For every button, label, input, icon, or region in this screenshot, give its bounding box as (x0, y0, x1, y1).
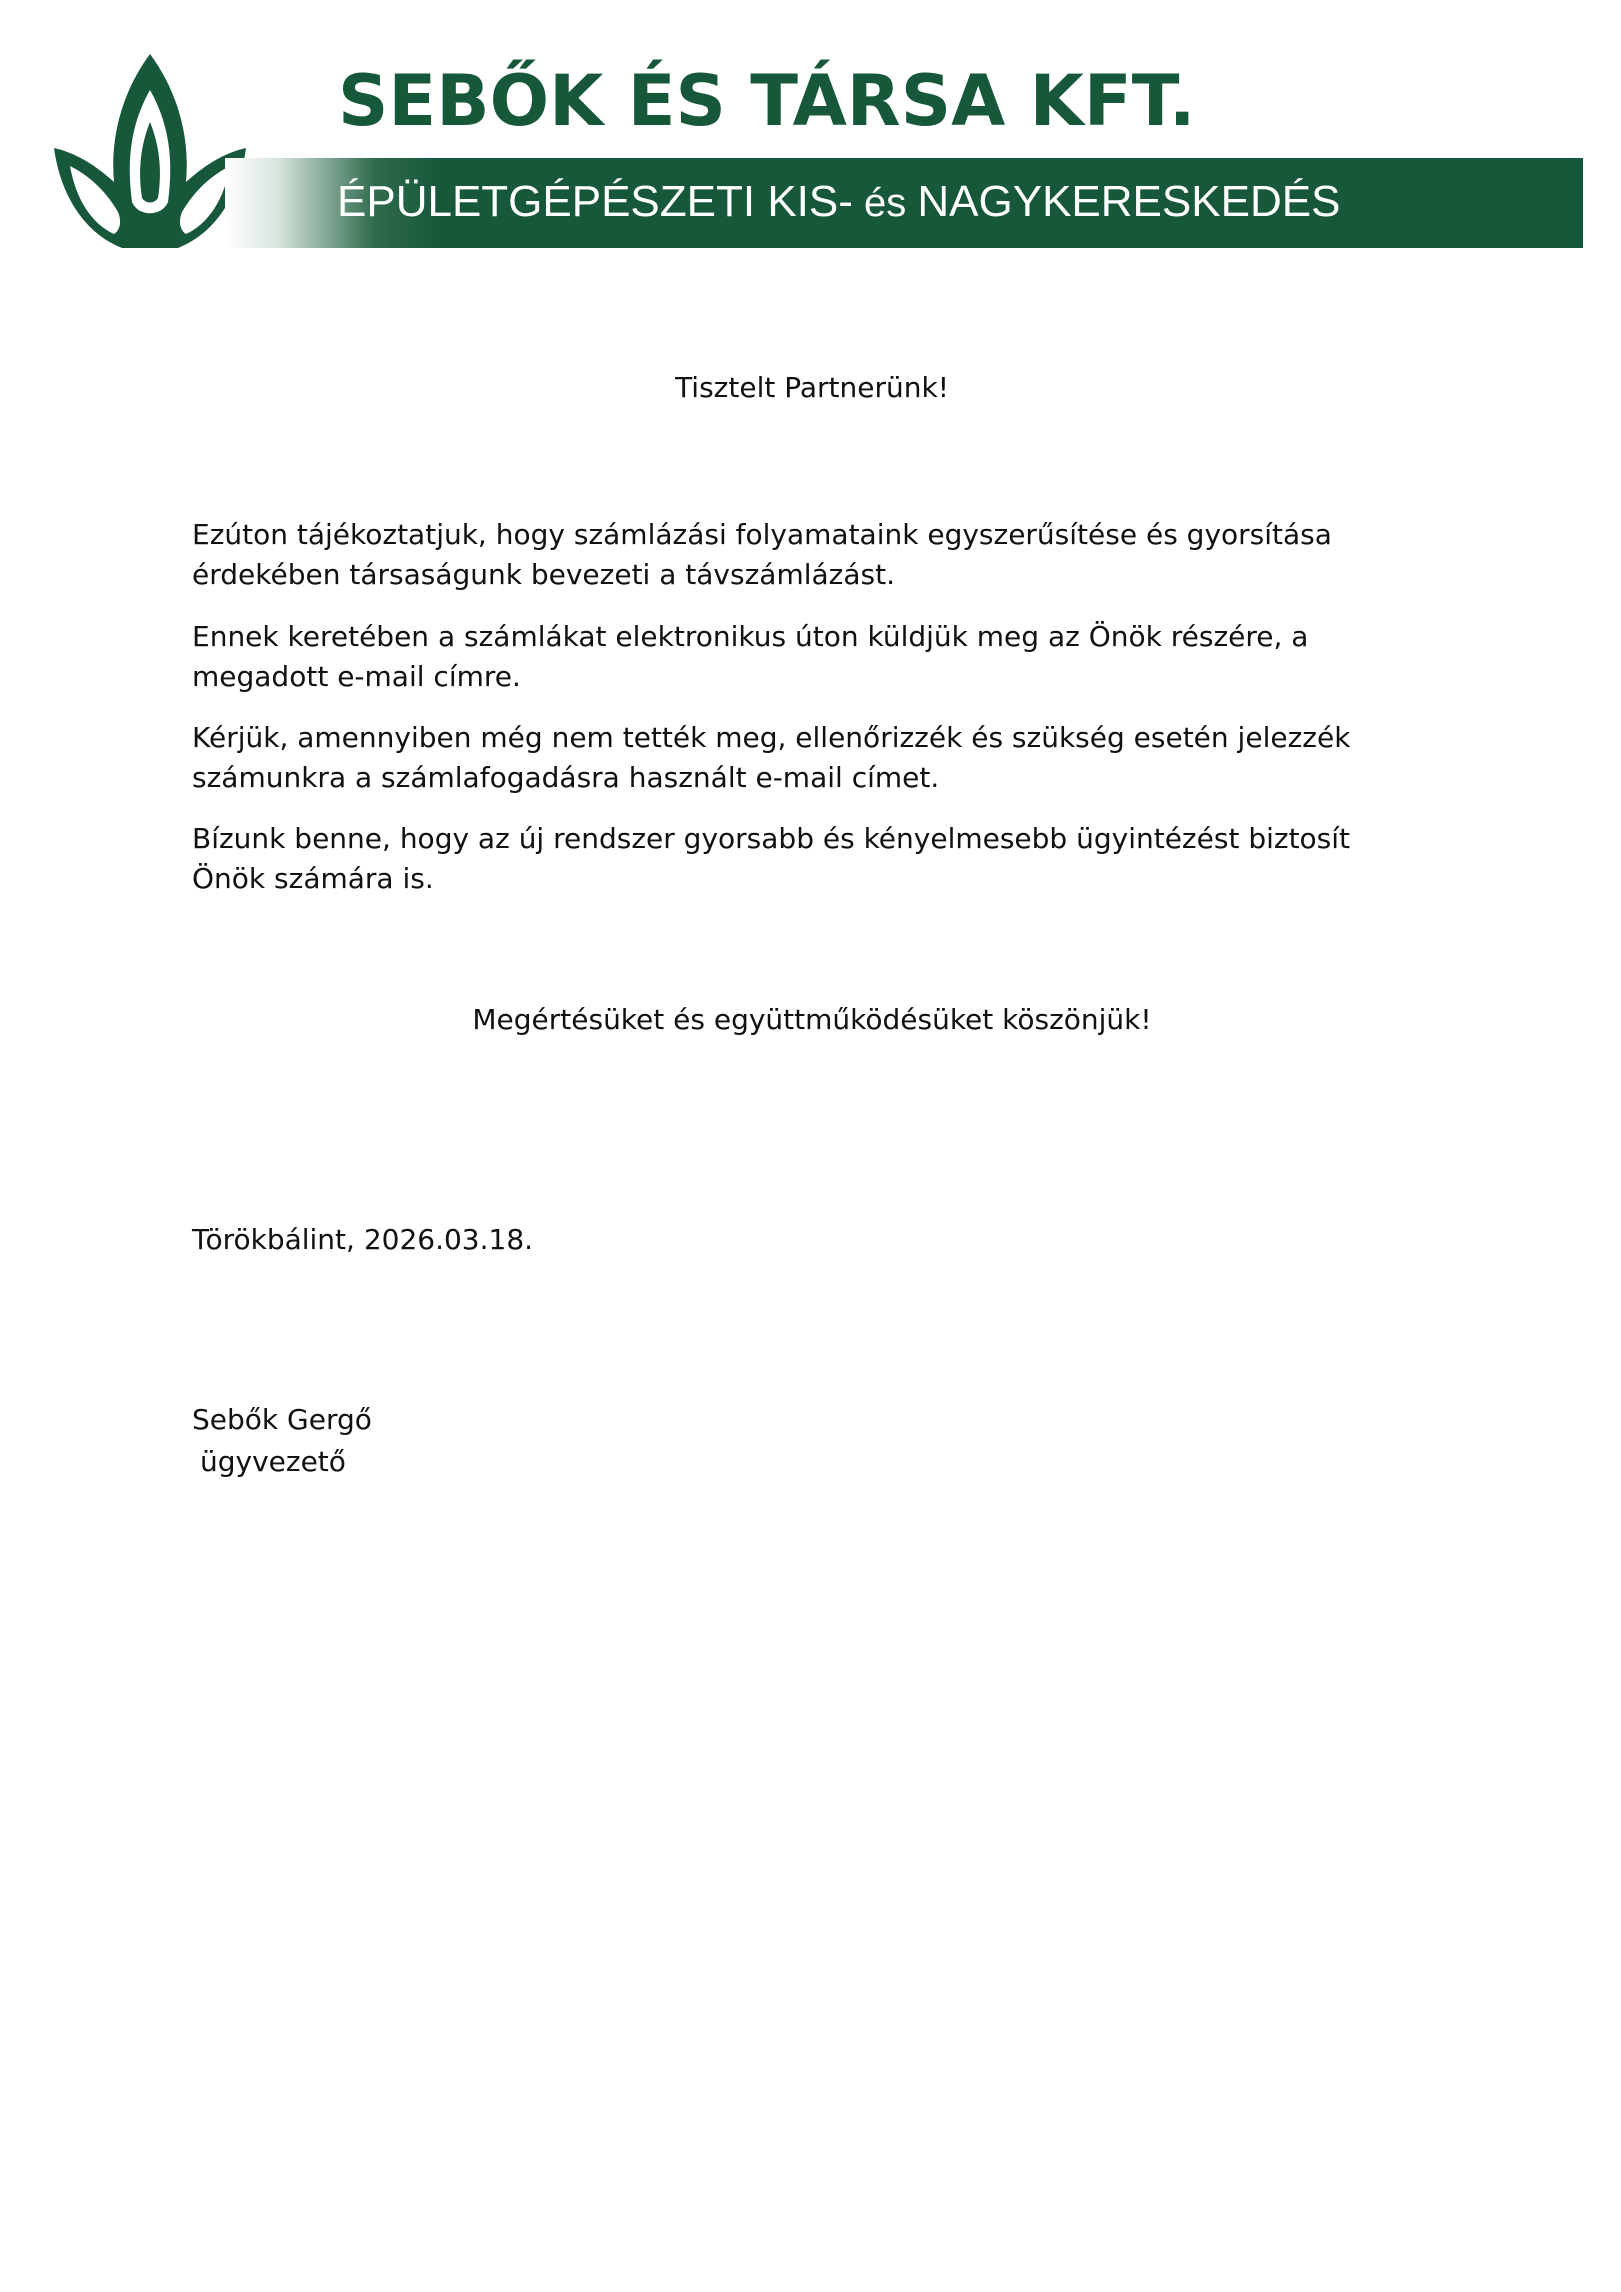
letterhead (0, 0, 1621, 260)
tagline-banner (225, 158, 1583, 248)
closing-line: Megértésüket és együttműködésüket köszönjük! (472, 1003, 1152, 1036)
paragraph-benefits: Bízunk benne, hogy az új rendszer gyorsabb és kényelmesebb ügyintézést biztosít Önök számára is. (192, 822, 1351, 895)
tagline-part1: ÉPÜLETGÉPÉSZETI KIS- (337, 177, 853, 226)
tagline-part3: NAGYKERESKEDÉS (917, 177, 1341, 226)
paragraph-electronic-delivery: Ennek keretében a számlákat elektronikus úton küldjük meg az Önök részére, a megadott e-mail címre. (192, 620, 1309, 693)
signer-name: Sebők Gergő (192, 1403, 372, 1436)
salutation: Tisztelt Partnerünk! (675, 371, 949, 404)
place-and-date: Törökbálint, 2026.03.18. (192, 1223, 534, 1256)
leaf-crown-logo-icon (52, 52, 248, 248)
paragraph-email-check: Kérjük, amennyiben még nem tették meg, ellenőrizzék és szükség esetén jelezzék számunkra a számlafogadásra használt e-mail címet. (192, 721, 1351, 794)
signer-title: ügyvezető (200, 1445, 346, 1478)
tagline-part2: és (852, 181, 918, 225)
tagline (337, 177, 1341, 226)
company-name: SEBŐK ÉS TÁRSA KFT. (338, 60, 1196, 142)
paragraph-invoicing-intro: Ezúton tájékoztatjuk, hogy számlázási folyamataink egyszerűsítése és gyorsítása érdekében társaságunk bevezeti a távszámlázást. (192, 518, 1332, 591)
